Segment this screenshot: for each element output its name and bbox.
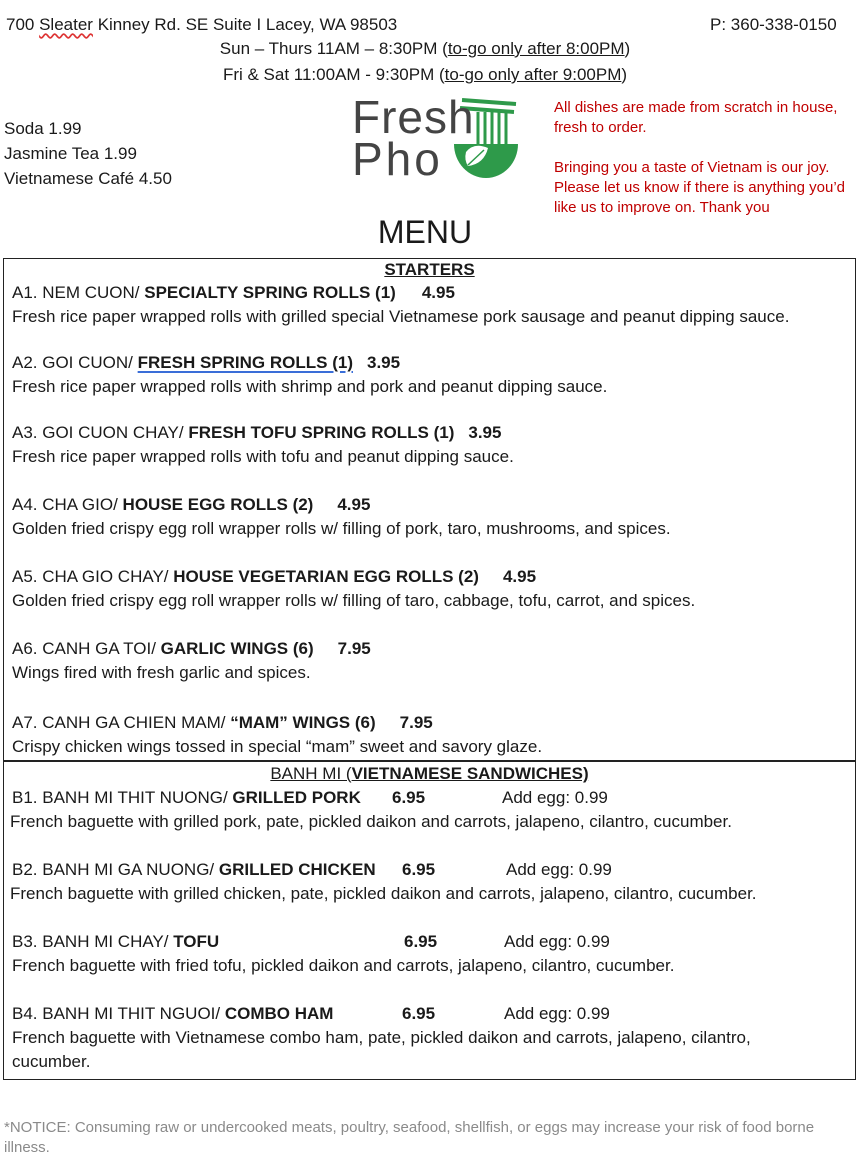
- kitchen-note: [554, 98, 854, 222]
- phone-number: P: 360-338-0150: [710, 15, 837, 34]
- banh-mi-section: [3, 760, 856, 1080]
- menu-item: B3. BANH MI CHAY/ TOFU 6.95 Add egg: 0.99 French baguette with fried tofu, pickled daikon and carrots, jalapeno, cilantro, cucumber.: [12, 932, 675, 975]
- menu-item: B2. BANH MI GA NUONG/ GRILLED CHICKEN 6.95 Add egg: 0.99 French baguette with grilled chicken, pate, pickled daikon and carrots, jalapeno, cilantro, cucumber.: [10, 860, 757, 903]
- food-safety-notice: *NOTICE: Consuming raw or undercooked meats, poultry, seafood, shellfish, or eggs may increase your risk of food borne illness.: [4, 1119, 815, 1156]
- menu-item: A2. GOI CUON/ FRESH SPRING ROLLS (1) 3.95 Fresh rice paper wrapped rolls with shrimp and pork and peanut dipping sauce.: [12, 353, 608, 396]
- note-paragraph: Bringing you a taste of Vietnam is our joy. Please let us know if there is anything you’d like us to improve on. Thank you: [554, 159, 845, 216]
- drink-item: Vietnamese Café 4.50: [4, 169, 172, 188]
- menu-item: A1. NEM CUON/ SPECIALTY SPRING ROLLS (1) 4.95 Fresh rice paper wrapped rolls with grilled special Vietnamese pork sausage and peanut dipping sauce.: [12, 283, 790, 326]
- hours-weekday: Sun – Thurs 11AM – 8:30PM (to-go only after 8:00PM): [219, 39, 631, 58]
- drink-item: Jasmine Tea 1.99: [4, 144, 137, 163]
- menu-item: B4. BANH MI THIT NGUOI/ COMBO HAM 6.95 Add egg: 0.99 French baguette with Vietnamese combo ham, pate, pickled daikon and carrots, jalapeno, cilantro, cucumber.: [12, 1004, 751, 1071]
- menu-item: A5. CHA GIO CHAY/ HOUSE VEGETARIAN EGG ROLLS (2) 4.95 Golden fried crispy egg roll wrapper rolls w/ filling of taro, cabbage, tofu, carrot, and spices.: [12, 567, 696, 610]
- note-paragraph: All dishes are made from scratch in house, fresh to order.: [554, 99, 838, 136]
- section-title: STARTERS: [384, 260, 475, 279]
- logo-text-fresh: Fresh: [352, 91, 475, 143]
- hours-weekend: Fri & Sat 11:00AM - 9:30PM (to-go only after 9:00PM): [222, 65, 628, 84]
- fresh-pho-logo: [350, 91, 520, 190]
- menu-item: A6. CANH GA TOI/ GARLIC WINGS (6) 7.95 Wings fired with fresh garlic and spices.: [12, 639, 371, 682]
- menu-item: A3. GOI CUON CHAY/ FRESH TOFU SPRING ROLLS (1) 3.95 Fresh rice paper wrapped rolls with tofu and peanut dipping sauce.: [12, 423, 514, 466]
- address: 700 Sleater Kinney Rd. SE Suite I Lacey, WA 98503: [6, 15, 398, 34]
- drinks-list: [4, 116, 172, 191]
- drink-item: Soda 1.99: [4, 119, 82, 138]
- logo-text-pho: Pho: [352, 133, 443, 185]
- section-title: BANH MI (VIETNAMESE SANDWICHES): [270, 764, 589, 783]
- menu-item: B1. BANH MI THIT NUONG/ GRILLED PORK 6.95 Add egg: 0.99 French baguette with grilled pork, pate, pickled daikon and carrots, jalapeno, cilantro, cucumber.: [10, 788, 732, 831]
- menu-title: MENU: [377, 214, 473, 250]
- menu-item: A7. CANH GA CHIEN MAM/ “MAM” WINGS (6) 7.95 Crispy chicken wings tossed in special “mam” sweet and savory glaze.: [12, 713, 543, 756]
- starters-section: [3, 258, 856, 762]
- menu-item: A4. CHA GIO/ HOUSE EGG ROLLS (2) 4.95 Golden fried crispy egg roll wrapper rolls w/ filling of pork, taro, mushrooms, and spices.: [12, 495, 671, 538]
